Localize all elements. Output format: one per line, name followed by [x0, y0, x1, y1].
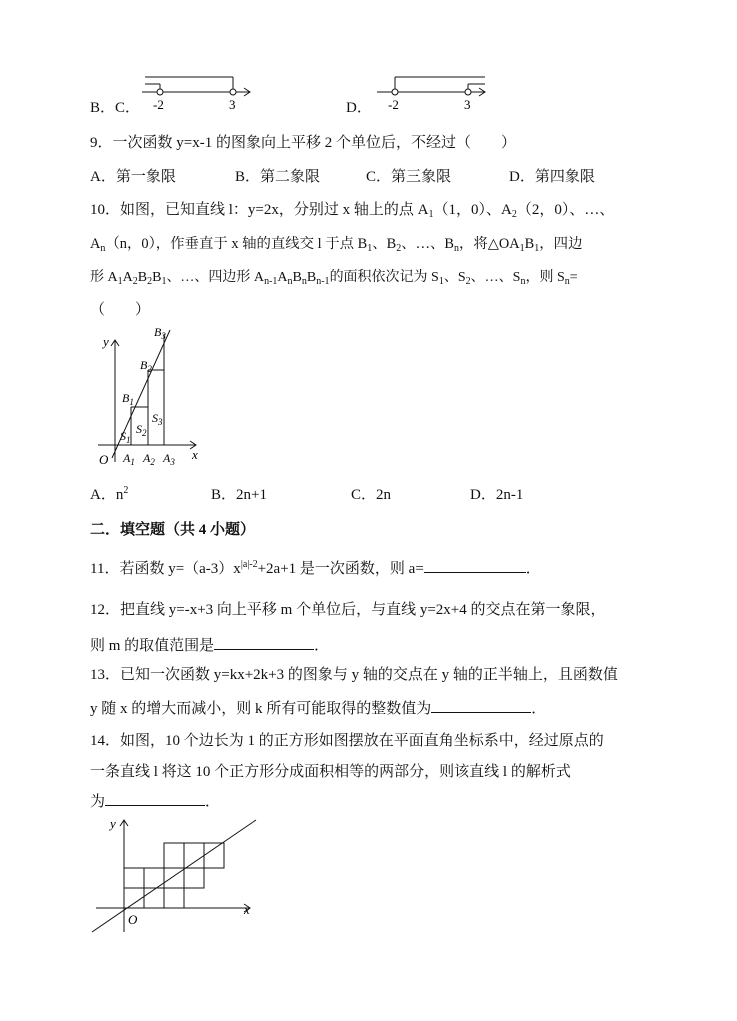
q13-answer-blank[interactable]: [431, 698, 531, 713]
q10-option-d: D．2n-1: [470, 487, 524, 503]
q10-option-b: B．2n+1: [211, 487, 267, 503]
q13-stem-line-2: y 随 x 的增大而减小，则 k 所有可能取得的整数值为 ．: [90, 697, 546, 718]
q10-s3-label: $S_3$: [152, 411, 163, 427]
q10-option-a: A．$n^2$: [90, 485, 129, 503]
q10-s2-label: $S_2$: [136, 422, 147, 438]
q10-x-label: x: [192, 447, 198, 462]
q10-stem-line-2: $A_n(n$，0），作垂直于 x 轴的直线交 l 于点 $B_1$、$B_2$、…、$B_n$，将$\triangle OA_1B_1$，四边: [90, 236, 583, 254]
q14-y-label: y: [110, 816, 116, 831]
q11-stem: 11．若函数 $y=(a-3)x^{|a|-2}+2a+1$ 是一次函数，则 a= ．: [90, 559, 541, 577]
section-2-title: 二．填空题（共 4 小题）: [90, 522, 256, 538]
q9-option-a: A．第一象限: [90, 169, 176, 185]
q14-stem-line-1: 14．如图，10 个边长为 1 的正方形如图摆放在平面直角坐标系中，经过原点的: [90, 733, 604, 749]
q14-stem-line-3: 为 ．: [90, 790, 220, 811]
q10-b2-label: $B_2$: [140, 358, 152, 374]
q9-stem: 9．一次函数 y=x-1 的图象向上平移 2 个单位后，不经过（ ）: [90, 135, 516, 151]
q10-stem-line-1: 10．如图，已知直线 l：y=2x，分别过 x 轴上的点 $A_1(1$，0）、$A_2(2$，0）、…、: [90, 202, 615, 220]
q14-origin-label: O: [128, 912, 138, 927]
q12-answer-blank[interactable]: [214, 635, 314, 650]
q9-option-d: D．第四象限: [509, 169, 595, 185]
q14-line-l: [92, 820, 256, 932]
q14-figure: [88, 814, 263, 939]
q10-y-label: y: [103, 334, 109, 349]
nl-d-right-tick: 3: [464, 97, 471, 112]
q10-figure: [88, 322, 208, 472]
q10-stem-line-4: （ ）: [90, 302, 151, 318]
q9-option-c: C．第三象限: [366, 169, 452, 185]
q8-number-line-c: [140, 70, 260, 115]
q10-option-c: C．2n: [351, 487, 392, 503]
nl-c-left-tick: -2: [153, 97, 164, 112]
q13-stem-line-1: 13．已知一次函数 y=kx+2k+3 的图象与 y 轴的交点在 y 轴的正半轴上，且函数值: [90, 667, 618, 683]
q10-a2-label: $A_2$: [143, 451, 155, 467]
q14-stem-line-2: 一条直线 l 将这 10 个正方形分成面积相等的两部分，则该直线 l 的解析式: [90, 764, 571, 780]
q9-option-b: B．第二象限: [235, 169, 321, 185]
q10-b3-label: $B_3$: [154, 325, 166, 341]
q14-answer-blank[interactable]: [105, 791, 205, 806]
q8-option-d-label: D．: [346, 100, 372, 116]
q10-b1-label: $B_1$: [122, 391, 134, 407]
q10-stem-line-3: 形 $A_1A_2B_2B_1$、…、四边形 $A_{n-1}A_nB_nB_{n-1}$的面积依次记为 $S_1$、$S_2$、…、$S_n$，则 $S_n=$: [90, 270, 578, 287]
q10-a1-label: $A_1$: [123, 451, 135, 467]
q12-stem-line-1: 12．把直线 y=-x+3 向上平移 m 个单位后，与直线 y=2x+4 的交点在第一象限，: [90, 602, 606, 618]
q10-a3-label: $A_3$: [163, 451, 175, 467]
q11-answer-blank[interactable]: [424, 558, 526, 573]
q8-number-line-d: [375, 70, 495, 115]
q8-option-b-c-label: B．C．: [90, 100, 141, 116]
q12-stem-line-2: 则 m 的取值范围是 ．: [90, 634, 329, 655]
q10-s1-label: $S_1$: [120, 429, 131, 445]
q14-x-label: x: [244, 902, 250, 917]
q10-origin-label: O: [99, 452, 109, 467]
nl-c-right-tick: 3: [229, 97, 236, 112]
nl-d-left-tick: -2: [388, 97, 399, 112]
